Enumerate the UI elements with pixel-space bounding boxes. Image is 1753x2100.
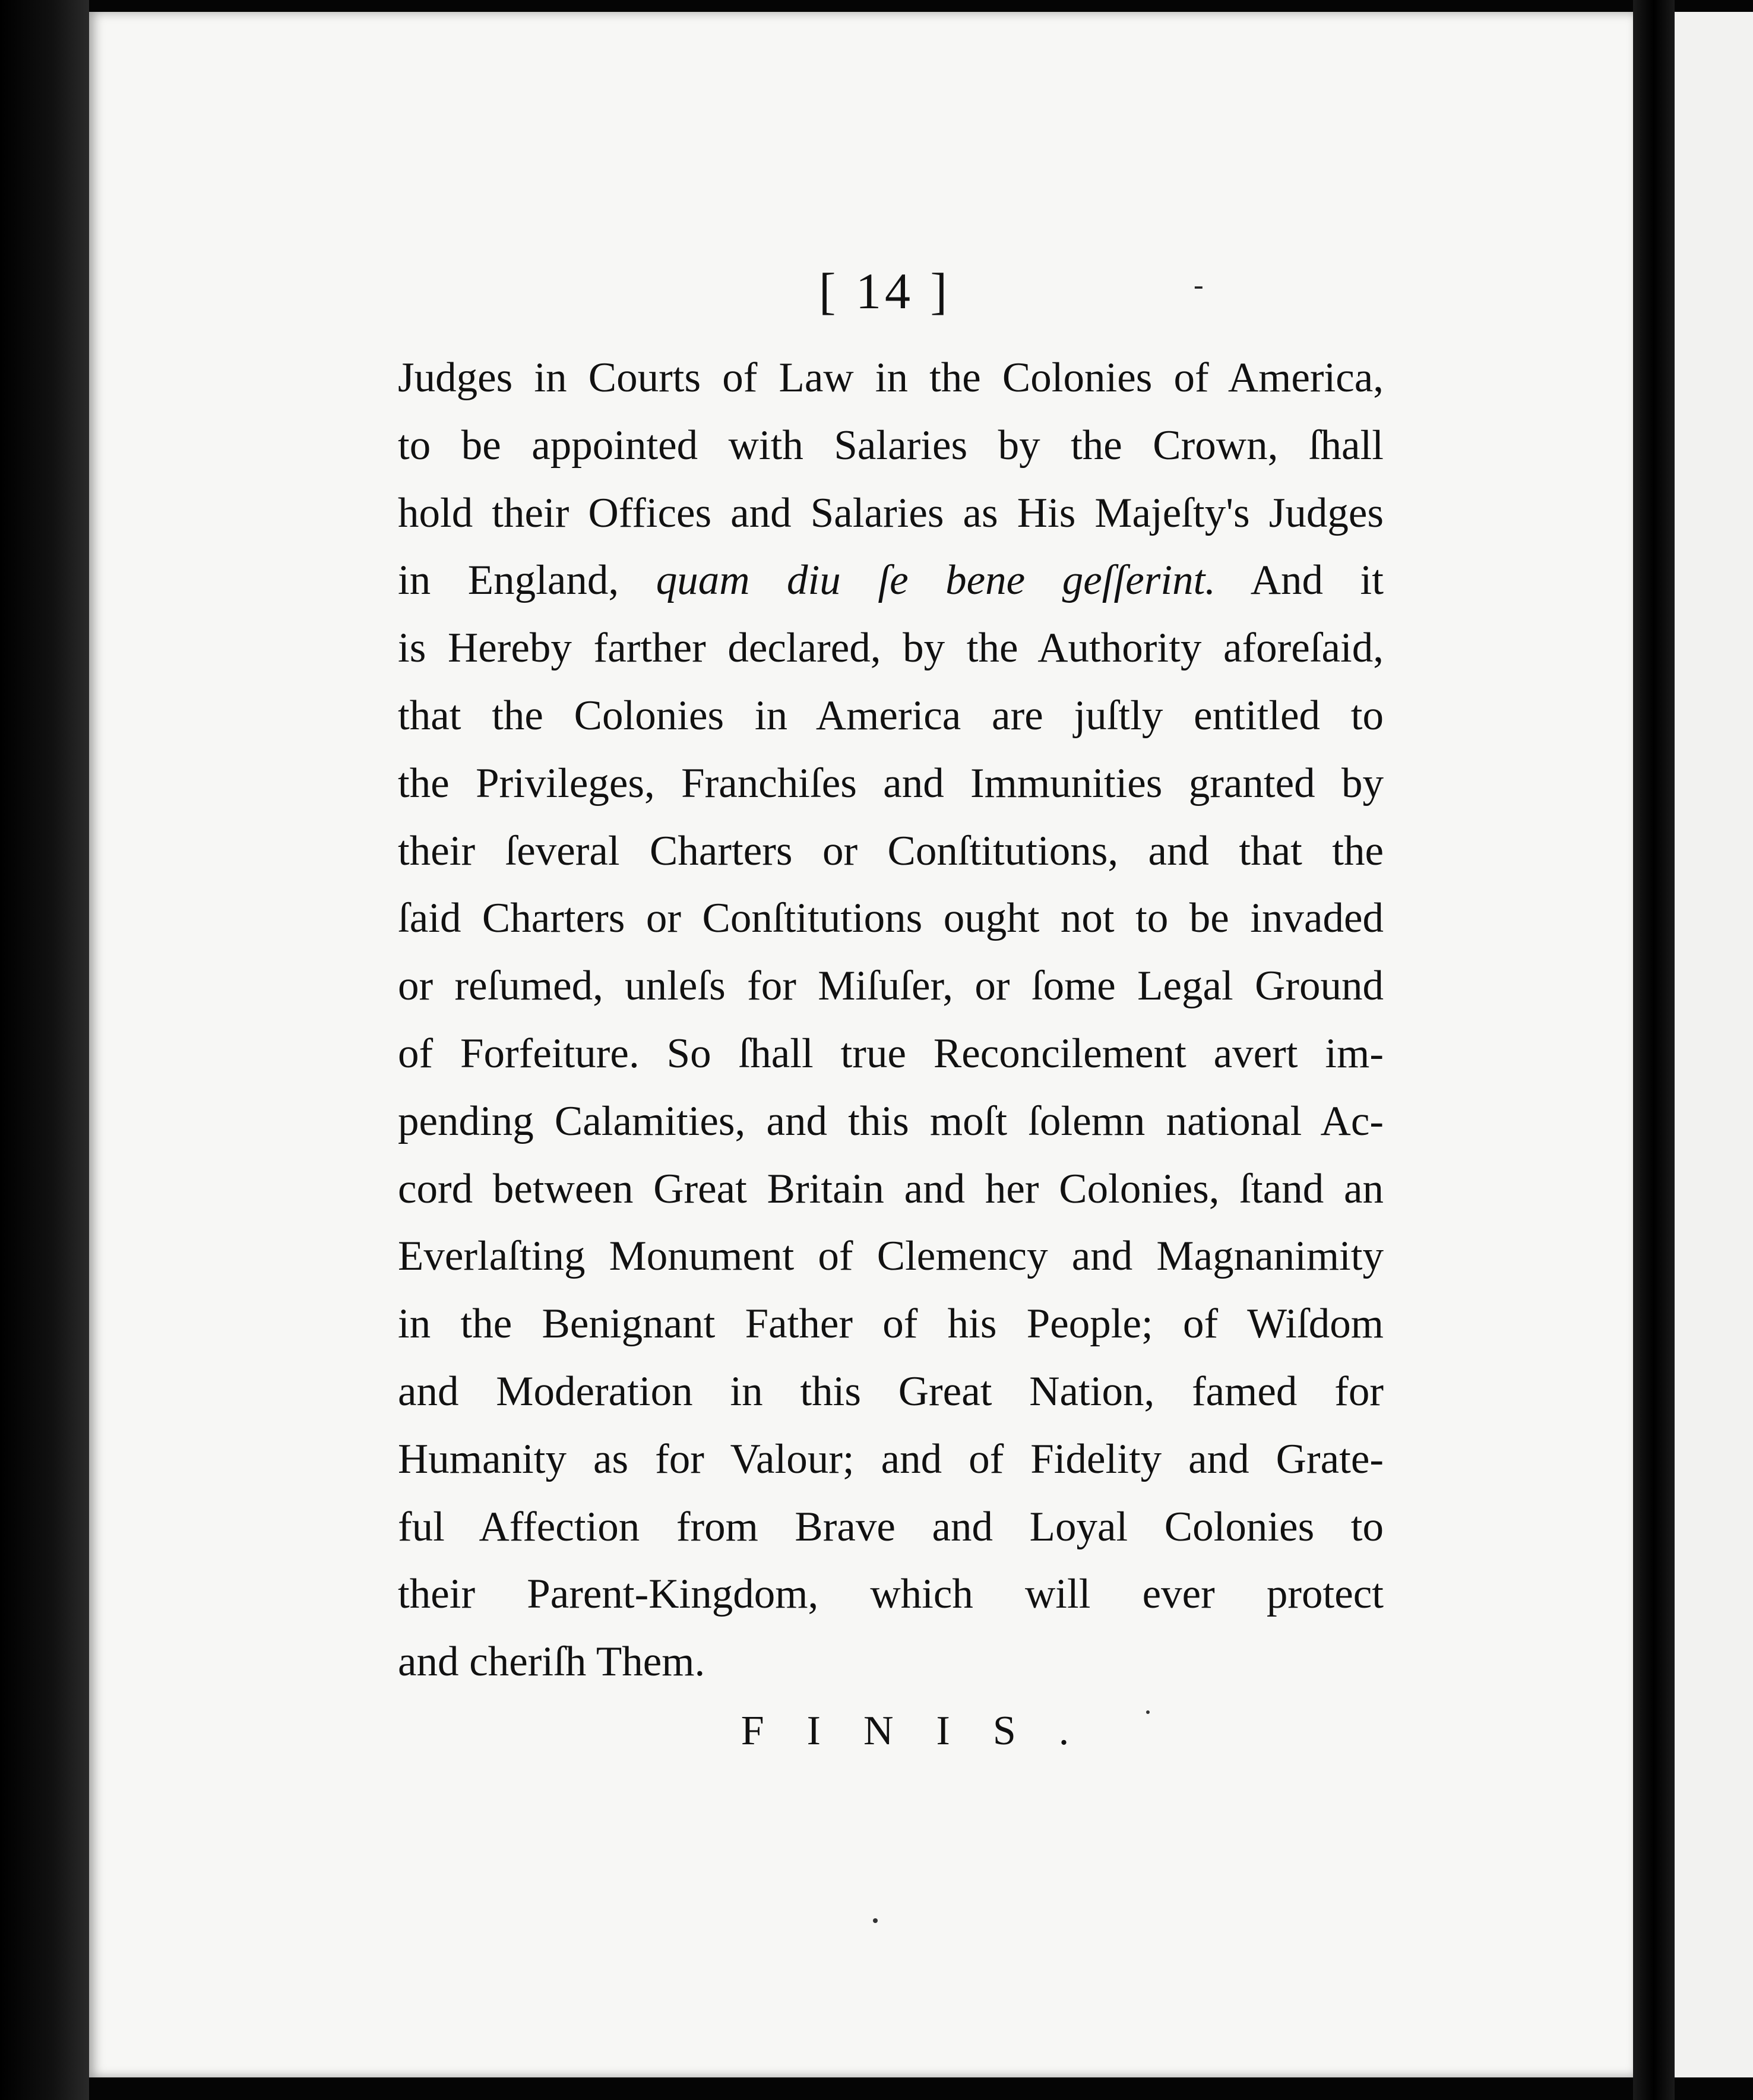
ink-speck [873,1918,878,1923]
text-line: Everlaſting Monument of Clemency and Magnanimity [398,1233,1384,1280]
text-line: ful Affection from Brave and Loyal Colonies to [398,1503,1384,1550]
text-line: is Hereby farther declared, by the Authority aforeſaid, [398,625,1384,672]
text-line: to be appointed with Salaries by the Crown, ſhall [398,422,1384,469]
text-line: hold their Offices and Salaries as His Majeſty's Judges [398,489,1384,536]
finis-heading: FINIS. [741,1708,1112,1754]
text-segment: And it [1216,557,1384,604]
text-line: or reſumed, unleſs for Miſuſer, or ſome Legal Ground [398,963,1384,1010]
text-line: Judges in Courts of Law in the Colonies of America, [398,355,1384,401]
text-line: Humanity as for Valour; and of Fidelity and Grate- [398,1435,1384,1482]
text-line-with-latin [398,547,1384,615]
text-line: and Moderation in this Great Nation, famed for [398,1368,1384,1415]
adjacent-page-edge [1675,12,1753,2077]
latin-phrase: quam diu ſe bene geſſerint. [656,557,1216,604]
text-segment: in England, [398,557,656,604]
body-text [398,344,1384,1696]
text-line: in the Benignant Father of his People; of Wiſdom [398,1301,1384,1348]
text-line: pending Calamities, and this moſt ſolemn national Ac- [398,1098,1384,1144]
corner-mark: - [1194,268,1204,301]
page-gutter [1633,0,1675,2100]
text-line: of Forfeiture. So ſhall true Reconcilement avert im- [398,1030,1384,1077]
page-number: [ 14 ] [818,262,951,320]
text-line: cord between Great Britain and her Colonies, ſtand an [398,1165,1384,1212]
ink-speck [1146,1710,1150,1714]
text-line: that the Colonies in America are juſtly entitled to [398,692,1384,739]
book-page [89,12,1633,2077]
text-line: the Privileges, Franchiſes and Immunities granted by [398,760,1384,807]
text-line: their ſeveral Charters or Conſtitutions, and that the [398,827,1384,874]
book-spine-edge [0,0,89,2100]
text-line: and cheriſh Them. [398,1639,705,1685]
text-line: ſaid Charters or Conſtitutions ought not to be invaded [398,895,1384,942]
text-line: their Parent-Kingdom, which will ever protect [398,1571,1384,1618]
